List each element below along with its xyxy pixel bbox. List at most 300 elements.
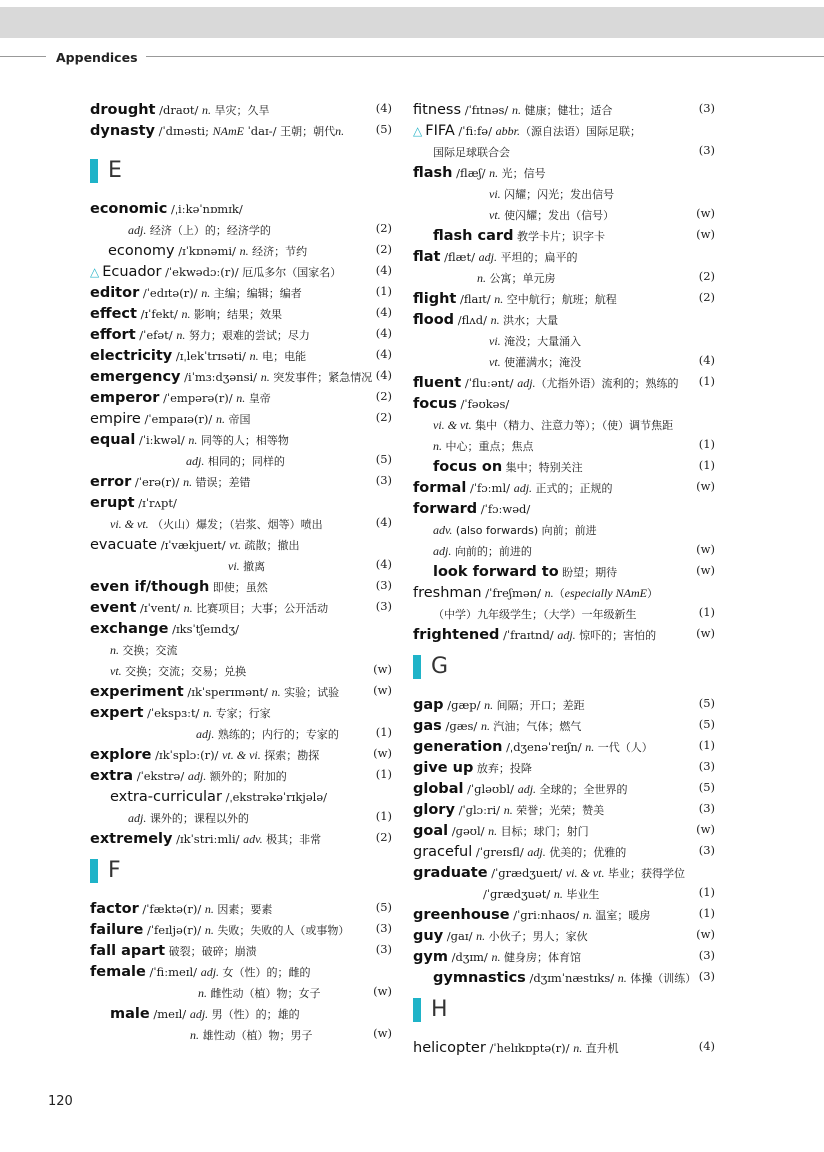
definition: 失败；失败的人（或事物） xyxy=(213,924,350,937)
headword: extra xyxy=(90,768,134,784)
part-of-speech: adj. xyxy=(200,965,220,979)
dictionary-entry xyxy=(90,939,392,960)
letter-f-entries xyxy=(90,897,392,1044)
entry-continuation xyxy=(413,539,715,560)
part-of-speech: n. xyxy=(511,103,521,117)
part-of-speech: adj. xyxy=(186,454,205,468)
phonetic: /ɡæp/ xyxy=(443,698,485,712)
definition: 教学卡片；识字卡 xyxy=(513,230,605,243)
headword: female xyxy=(90,964,146,980)
part-of-speech: n. xyxy=(204,902,214,916)
headword: factor xyxy=(90,901,139,917)
letter-heading-g xyxy=(413,653,715,681)
definition: 盼望；期待 xyxy=(558,566,618,579)
entry-continuation xyxy=(90,981,392,1002)
definition: （尤指外语）流利的；熟练的 xyxy=(535,377,679,390)
definition: 目标；球门；射门 xyxy=(497,825,589,838)
headword: even if/though xyxy=(90,579,210,595)
letter-f: F xyxy=(108,858,121,883)
phonetic: /ˈfɔːml/ xyxy=(466,481,514,495)
entry-continuation xyxy=(90,218,392,239)
definition: (also forwards) 向前；前进 xyxy=(452,524,597,537)
level-mark: (3) xyxy=(698,843,715,857)
headword: forward xyxy=(413,501,478,517)
headword: global xyxy=(413,781,464,797)
phonetic: /flʌd/ xyxy=(454,313,491,327)
letter-heading-e xyxy=(90,157,392,185)
level-mark: (2) xyxy=(375,389,392,403)
dictionary-entry xyxy=(90,743,392,764)
part-of-speech: adj. xyxy=(517,782,537,796)
headword: flash xyxy=(413,165,453,181)
phonetic: /meɪl/ xyxy=(149,1007,190,1021)
definition: 放弃；投降 xyxy=(473,762,532,775)
level-mark: (5) xyxy=(375,900,392,914)
definition: 额外的；附加的 xyxy=(206,770,287,783)
part-of-speech: n. xyxy=(573,1041,583,1055)
entry-continuation xyxy=(90,554,392,575)
headword: generation xyxy=(413,739,503,755)
dictionary-entry xyxy=(413,945,715,966)
part-of-speech: vi. & vt. xyxy=(110,517,149,531)
definition: 向前的；前进的 xyxy=(451,545,532,558)
phonetic: /ˈfɪtnəs/ xyxy=(461,103,512,117)
headword: FIFA xyxy=(425,123,455,139)
part-of-speech: n. xyxy=(201,286,211,300)
definition: 平坦的；扁平的 xyxy=(496,251,578,264)
letter-bar xyxy=(413,998,421,1022)
definition: 全球的；全世界的 xyxy=(536,783,628,796)
definition: 帝国 xyxy=(224,413,251,426)
phonetic: /ɪksˈtʃeɪndʒ/ xyxy=(168,622,240,636)
phonetic: /flaɪt/ xyxy=(456,292,495,306)
part-of-speech: n. xyxy=(476,929,486,943)
part-of-speech: n. xyxy=(203,706,213,720)
level-mark: (w) xyxy=(373,662,392,676)
headword: freshman xyxy=(413,585,482,601)
dictionary-entry xyxy=(413,840,715,861)
level-mark: (2) xyxy=(375,410,392,424)
part-of-speech: n. xyxy=(183,601,193,615)
phonetic: /dʒɪmˈnæstɪks/ xyxy=(525,971,618,985)
part-of-speech: vt. xyxy=(489,355,501,369)
entry-continuation xyxy=(413,350,715,371)
phonetic: /ˈedɪtə(r)/ xyxy=(139,286,202,300)
dictionary-entry xyxy=(90,785,392,806)
headword: focus on xyxy=(433,459,503,475)
headword: exchange xyxy=(90,621,169,637)
definition: 国际足球联合会 xyxy=(433,146,510,159)
definition: 皇帝 xyxy=(245,392,271,405)
definition: 课外的；课程以外的 xyxy=(146,812,249,825)
dictionary-entry xyxy=(90,386,392,407)
headword: empire xyxy=(90,411,141,427)
definition: 探索；勘探 xyxy=(260,749,320,762)
phonetic: /ɪkˈsperɪmənt/ xyxy=(183,685,272,699)
phonetic: /ˈekstrə/ xyxy=(133,769,188,783)
headword: drought xyxy=(90,102,156,118)
dictionary-entry xyxy=(413,560,715,581)
headword: emperor xyxy=(90,390,160,406)
definition: （火山）爆发；（岩浆、烟等）喷出 xyxy=(148,518,323,531)
dictionary-entry xyxy=(413,623,715,644)
headword: economy xyxy=(108,243,175,259)
dictionary-entry xyxy=(90,428,392,449)
definition: 经济（上）的；经济学的 xyxy=(146,224,271,237)
part-of-speech: adj. xyxy=(196,727,215,741)
level-mark: (4) xyxy=(375,557,392,571)
letter-bar xyxy=(413,655,421,679)
phonetic: /ˈerə(r)/ xyxy=(131,475,184,489)
part-of-speech: vt. xyxy=(489,208,501,222)
level-mark: (2) xyxy=(698,269,715,283)
entry-continuation xyxy=(90,806,392,827)
right-top-entries xyxy=(413,98,715,644)
definition: 雌性动（植）物；女子 xyxy=(207,987,321,1000)
dictionary-entry xyxy=(413,161,715,182)
level-mark: (w) xyxy=(373,683,392,697)
headword: graceful xyxy=(413,844,473,860)
entry-continuation xyxy=(90,1023,392,1044)
phonetic: /ˈfəʊkəs/ xyxy=(456,397,510,411)
entry-continuation xyxy=(413,182,715,203)
level-mark: (2) xyxy=(375,830,392,844)
left-top-entries xyxy=(90,98,392,140)
definition: 努力；艰难的尝试；尽力 xyxy=(185,329,310,342)
phonetic: /ˌekstrəkəˈrɪkjələ/ xyxy=(221,790,328,804)
part-of-speech: n. xyxy=(433,439,442,453)
phonetic: /ɡaɪ/ xyxy=(443,929,477,943)
phonetic: /iˈmɜːdʒənsi/ xyxy=(180,370,261,384)
part-of-speech: n. xyxy=(585,740,595,754)
definition: 极其；非常 xyxy=(262,833,322,846)
page-number: 120 xyxy=(48,1094,73,1109)
level-mark: (w) xyxy=(696,927,715,941)
level-mark: (w) xyxy=(696,206,715,220)
entry-continuation xyxy=(90,512,392,533)
dictionary-entry xyxy=(90,764,392,785)
level-mark: (4) xyxy=(375,263,392,277)
dictionary-entry xyxy=(413,392,715,413)
headword: event xyxy=(90,600,137,616)
headword: gymnastics xyxy=(433,970,526,986)
part-of-speech: NAmE xyxy=(212,124,244,138)
phonetic: /ˈɡrædʒuət/ xyxy=(483,887,554,901)
headword: Ecuador xyxy=(102,264,162,280)
dictionary-entry xyxy=(90,365,392,386)
headword: goal xyxy=(413,823,449,839)
headword: helicopter xyxy=(413,1040,486,1056)
definition: 直升机 xyxy=(582,1042,619,1055)
headword: formal xyxy=(413,480,467,496)
phonetic: /ˌiːkəˈnɒmɪk/ xyxy=(167,202,243,216)
level-mark: (3) xyxy=(375,473,392,487)
part-of-speech: n. xyxy=(239,244,249,258)
part-of-speech: adj. xyxy=(557,628,576,642)
dictionary-entry xyxy=(413,819,715,840)
level-mark: (1) xyxy=(698,738,715,752)
dictionary-entry xyxy=(90,302,392,323)
dictionary-entry xyxy=(90,533,392,554)
dictionary-entry xyxy=(413,476,715,497)
part-of-speech: n. xyxy=(236,391,246,405)
dictionary-entry xyxy=(413,287,715,308)
letter-e-entries xyxy=(90,197,392,848)
headword: evacuate xyxy=(90,537,158,553)
phonetic: /ˈdɪnəsti; xyxy=(154,124,213,138)
phonetic: /ˈɡləʊbl/ xyxy=(463,782,518,796)
level-mark: (4) xyxy=(375,347,392,361)
level-mark: (2) xyxy=(698,290,715,304)
entry-continuation xyxy=(90,722,392,743)
phonetic: /ˈfraɪtnd/ xyxy=(499,628,558,642)
entry-continuation xyxy=(413,413,715,434)
dictionary-entry xyxy=(90,491,392,512)
part-of-speech: abbr. xyxy=(495,124,520,138)
section-title: Appendices xyxy=(56,50,138,65)
dictionary-entry xyxy=(90,960,392,981)
part-of-speech: n. xyxy=(494,292,504,306)
part-of-speech: n. xyxy=(544,586,554,600)
part-of-speech: n. xyxy=(204,923,214,937)
level-mark: (4) xyxy=(698,1039,715,1053)
headword: greenhouse xyxy=(413,907,510,923)
phonetic: /ˈfæktə(r)/ xyxy=(138,902,205,916)
phonetic: /ˈefət/ xyxy=(135,328,177,342)
dictionary-entry xyxy=(413,245,715,266)
part-of-speech: n. xyxy=(183,475,193,489)
part-of-speech: n. xyxy=(503,803,513,817)
dictionary-entry xyxy=(90,323,392,344)
letter-g: G xyxy=(431,654,449,679)
phonetic: /ˈempərə(r)/ xyxy=(159,391,237,405)
definition: 电；电能 xyxy=(258,350,307,363)
phonetic: /ɪkˈsplɔː(r)/ xyxy=(151,748,223,762)
part-of-speech: adj. xyxy=(433,544,452,558)
dictionary-entry xyxy=(90,1002,392,1023)
definition: 使闪耀；发出（信号） xyxy=(500,209,615,222)
letter-g-entries xyxy=(413,693,715,987)
definition: 相同的；同样的 xyxy=(204,455,285,468)
phonetic: /dʒɪm/ xyxy=(447,950,492,964)
dictionary-entry xyxy=(90,281,392,302)
dictionary-entry xyxy=(413,224,715,245)
headword: flight xyxy=(413,291,457,307)
dictionary-entry xyxy=(90,897,392,918)
headword: dynasty xyxy=(90,123,155,139)
phonetic: /ɪkˈstriːmli/ xyxy=(172,832,244,846)
dictionary-entry xyxy=(413,497,715,518)
level-mark: (4) xyxy=(698,353,715,367)
definition: 错误；差错 xyxy=(192,476,251,489)
phonetic: /ɪˌlekˈtrɪsəti/ xyxy=(172,349,250,363)
definition: 间隔；开口；差距 xyxy=(493,699,585,712)
headword: focus xyxy=(413,396,457,412)
dictionary-entry xyxy=(90,197,392,218)
part-of-speech: adj. xyxy=(128,223,147,237)
level-mark: (3) xyxy=(698,759,715,773)
dictionary-entry xyxy=(90,918,392,939)
dictionary-entry xyxy=(413,98,715,119)
definition: 空中航行；航班；航程 xyxy=(503,293,617,306)
header-rule-right xyxy=(146,56,824,57)
headword: gas xyxy=(413,718,442,734)
part-of-speech: n. xyxy=(110,643,119,657)
part-of-speech: n. xyxy=(553,887,563,901)
dictionary-entry xyxy=(90,239,392,260)
definition: 体操（训练） xyxy=(626,972,697,985)
part-of-speech: n. xyxy=(617,971,627,985)
definition: 经济；节约 xyxy=(248,245,308,258)
level-mark: (w) xyxy=(696,626,715,640)
level-mark: (4) xyxy=(375,368,392,382)
level-mark: (5) xyxy=(698,780,715,794)
phonetic: /ˈfreʃmən/ xyxy=(481,586,545,600)
headword: frightened xyxy=(413,627,500,643)
dictionary-entry xyxy=(413,371,715,392)
headword: male xyxy=(110,1006,150,1022)
phonetic: /ɡəʊl/ xyxy=(448,824,489,838)
headword: editor xyxy=(90,285,140,301)
definition: 旱灾；久旱 xyxy=(210,104,270,117)
level-mark: (w) xyxy=(696,822,715,836)
level-mark: (3) xyxy=(698,143,715,157)
headword: graduate xyxy=(413,865,488,881)
definition: 中心；重点；焦点 xyxy=(442,440,534,453)
level-mark: (3) xyxy=(698,801,715,815)
phonetic: /ˈfiːfə/ xyxy=(454,124,496,138)
part-of-speech: adv. xyxy=(243,832,263,846)
part-of-speech: n. xyxy=(335,124,345,138)
dictionary-entry xyxy=(90,260,392,281)
headword: error xyxy=(90,474,132,490)
definition: 男（性）的；雄的 xyxy=(208,1008,300,1021)
definition: 健身房；体育馆 xyxy=(500,951,581,964)
part-of-speech: n. xyxy=(488,824,498,838)
headword: fluent xyxy=(413,375,462,391)
definition: 优美的；优雅的 xyxy=(545,846,627,859)
dictionary-entry xyxy=(90,470,392,491)
level-mark: (1) xyxy=(698,605,715,619)
part-of-speech: n. xyxy=(271,685,281,699)
level-mark: (1) xyxy=(375,809,392,823)
part-of-speech: vt. xyxy=(229,538,241,552)
part-of-speech: vi. & vt. xyxy=(565,866,605,880)
level-mark: (w) xyxy=(373,746,392,760)
phonetic: /ˈɡreɪsfl/ xyxy=(472,845,528,859)
headword: experiment xyxy=(90,684,184,700)
definition: 荣誉；光荣；赞美 xyxy=(512,804,605,817)
level-mark: (2) xyxy=(375,242,392,256)
level-mark: (3) xyxy=(698,101,715,115)
definition: 专家；行家 xyxy=(212,707,271,720)
entry-continuation xyxy=(413,140,715,161)
phonetic: /flæt/ xyxy=(440,250,479,264)
headword: effect xyxy=(90,306,137,322)
level-mark: (5) xyxy=(698,696,715,710)
entry-continuation xyxy=(413,518,715,539)
part-of-speech: n. xyxy=(190,1028,199,1042)
letter-heading-h xyxy=(413,996,715,1024)
dictionary-entry xyxy=(90,680,392,701)
definition: 影响；结果；效果 xyxy=(190,308,283,321)
entry-continuation xyxy=(413,602,715,623)
phonetic: /ɡæs/ xyxy=(441,719,481,733)
level-mark: (w) xyxy=(696,227,715,241)
headword: emergency xyxy=(90,369,181,385)
phonetic: /ˈfluːənt/ xyxy=(461,376,518,390)
dictionary-entry xyxy=(413,966,715,987)
part-of-speech: n. xyxy=(188,433,198,447)
dictionary-entry xyxy=(413,714,715,735)
dictionary-entry xyxy=(413,119,715,140)
part-of-speech: n. xyxy=(260,370,270,384)
part-of-speech: adv. xyxy=(433,523,453,537)
entry-continuation xyxy=(413,434,715,455)
dictionary-entry xyxy=(90,575,392,596)
definition: 破裂；破碎；崩溃 xyxy=(165,945,257,958)
part-of-speech: adj. xyxy=(527,845,546,859)
phonetic: ˈdaɪ-/ xyxy=(243,124,281,138)
letter-heading-f xyxy=(90,857,392,885)
part-of-speech: vi. & vt. xyxy=(433,418,472,432)
dictionary-entry xyxy=(90,827,392,848)
dictionary-entry xyxy=(413,455,715,476)
level-mark: (3) xyxy=(375,942,392,956)
part-of-speech: adj. xyxy=(187,769,207,783)
definition: 小伙子；男人；家伙 xyxy=(485,930,588,943)
dictionary-entry xyxy=(90,119,392,140)
definition: （中学）九年级学生；（大学）一年级新生 xyxy=(433,608,637,621)
definition: ） xyxy=(646,587,658,600)
entry-continuation xyxy=(413,882,715,903)
definition: 厄瓜多尔（国家名） xyxy=(242,266,342,279)
part-of-speech: vi. xyxy=(489,334,501,348)
definition: 光；信号 xyxy=(498,167,546,180)
phonetic: /ˌdʒenəˈreɪʃn/ xyxy=(502,740,586,754)
definition: 雄性动（植）物；男子 xyxy=(199,1029,313,1042)
headword: extremely xyxy=(90,831,173,847)
phonetic: /ˈhelɪkɒptə(r)/ xyxy=(485,1041,574,1055)
dictionary-entry xyxy=(90,617,392,638)
part-of-speech: n. xyxy=(490,313,500,327)
definition: 疏散；撤出 xyxy=(240,539,300,552)
headword: explore xyxy=(90,747,152,763)
part-of-speech: n. xyxy=(176,328,186,342)
level-mark: (w) xyxy=(696,542,715,556)
level-mark: (1) xyxy=(698,906,715,920)
level-mark: (3) xyxy=(375,578,392,592)
letter-h: H xyxy=(431,997,448,1022)
part-of-speech: adj. xyxy=(517,376,536,390)
headword: erupt xyxy=(90,495,135,511)
level-mark: (1) xyxy=(375,284,392,298)
definition: 实验；试验 xyxy=(280,686,340,699)
dictionary-entry xyxy=(413,924,715,945)
part-of-speech: n. xyxy=(489,166,499,180)
level-mark: (1) xyxy=(698,458,715,472)
level-mark: (5) xyxy=(375,452,392,466)
entry-continuation xyxy=(90,638,392,659)
right-column xyxy=(413,98,715,1057)
level-mark: (1) xyxy=(698,437,715,451)
definition: 女（性）的；雌的 xyxy=(219,966,311,979)
level-mark: (3) xyxy=(375,599,392,613)
definition: 公寓；单元房 xyxy=(486,272,556,285)
definition: 汽油；气体；燃气 xyxy=(489,720,582,733)
level-mark: (1) xyxy=(375,725,392,739)
dictionary-entry xyxy=(90,596,392,617)
